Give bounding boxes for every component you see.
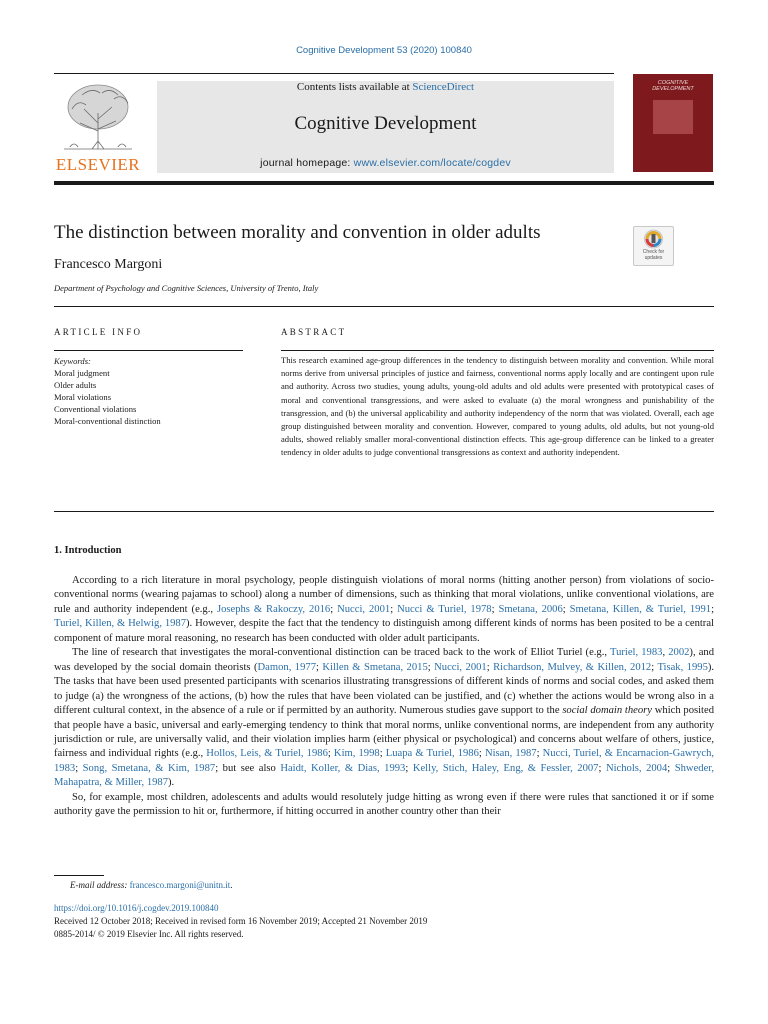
keyword-item: Conventional violations (54, 403, 137, 414)
homepage-line (157, 157, 614, 169)
paragraph-text: The line of research that investigates the moral-conventional distinction can be traced back to the work of Elliot Turiel (e.g., (72, 647, 610, 659)
elsevier-wordmark: ELSEVIER (55, 155, 141, 174)
article-info-rule (54, 350, 243, 351)
keyword-item: Moral-conventional distinction (54, 415, 161, 426)
header-top-rule (54, 73, 614, 74)
crossmark-label: Check for updates (642, 249, 665, 261)
separator: ; (667, 762, 675, 774)
contents-prefix: Contents lists available at (296, 81, 413, 93)
sciencedirect-link[interactable]: ScienceDirect (412, 81, 475, 93)
citation-link[interactable]: Josephs & Rakoczy, 2016 (216, 603, 331, 615)
citation-link[interactable]: Nucci, 2001 (434, 661, 487, 673)
copyright-line: 0885-2014/ © 2019 Elsevier Inc. All rights reserved. (54, 929, 244, 939)
separator: ). (168, 777, 175, 789)
keyword-item: Older adults (54, 379, 97, 390)
separator: ; (651, 661, 658, 673)
intro-paragraph-1 (54, 574, 714, 646)
cover-inset (653, 100, 693, 134)
footnote-rule (54, 875, 104, 876)
abstract-text: This research examined age-group differences in the tendency to distinguish between morality and convention. While moral norms derive from universal principles of justice and fairness, conventional norms apply locally and are contingent upon rule and authority. Across two studies, young adults, young-old adults and old adults were presented with prototypical cases of moral and conventional transgressions, and were asked to evaluate (a) the moral wrongness and punishability of the transgression, and (b) the universal applicability and authority independency of the norm that was violated. Overall, each age group distinguished between morality and convention. However, compared to young adults, old adults, but not young-old adults, showed reliably smaller moral-conventional distinction effects. This age-group difference can be linked to a greater tendency in older adults to judge conventional transgressions as context and authority independent. (281, 355, 714, 458)
citation-link[interactable]: Shweder, Mahapatra, & Miller, 1987 (54, 762, 715, 789)
citation-link[interactable]: Luapa & Turiel, 1986 (385, 748, 479, 760)
citation-link[interactable]: Kelly, Stich, Haley, Eng, & Fessler, 2007 (412, 762, 599, 774)
citation-link[interactable]: Turiel, Killen, & Helwig, 1987 (54, 618, 187, 630)
citation-link[interactable]: Nucci, 2001 (337, 603, 391, 615)
separator: ; (562, 603, 570, 615)
introduction-body (54, 574, 714, 820)
title-divider (54, 306, 714, 307)
abstract-rule (281, 350, 714, 351)
introduction-heading: 1. Introduction (54, 545, 122, 556)
author-name: Francesco Margoni (54, 257, 163, 272)
separator: ; (316, 661, 323, 673)
journal-reference[interactable]: Cognitive Development 53 (2020) 100840 (296, 45, 472, 56)
citation-link[interactable]: Haidt, Koller, & Dias, 1993 (280, 762, 406, 774)
citation-link[interactable]: Kim, 1998 (333, 748, 380, 760)
email-end: . (230, 880, 233, 890)
separator: ; (390, 603, 398, 615)
doi-link[interactable]: https://doi.org/10.1016/j.cogdev.2019.100840 (54, 903, 219, 913)
paragraph-text: ). However, despite the fact that the tendency to distinguish among different kinds of norms has been posited to be a central component of mature moral reasoning, no research has been conducted with older adult participants. (54, 618, 714, 644)
separator: ; (711, 603, 715, 615)
separator: ; (379, 748, 386, 760)
separator: ; (491, 603, 499, 615)
journal-title: Cognitive Development (294, 113, 477, 134)
journal-cover-thumbnail[interactable] (633, 74, 713, 172)
crossmark-icon (634, 227, 673, 251)
keywords-label: Keywords: (54, 356, 91, 366)
citation-link[interactable]: Nucci & Turiel, 1978 (397, 603, 492, 615)
article-title: The distinction between morality and convention in older adults (54, 222, 541, 243)
author-affiliation: Department of Psychology and Cognitive Sciences, University of Trento, Italy (54, 283, 319, 293)
separator: , (662, 647, 669, 659)
article-info-heading: ARTICLE INFO (54, 327, 143, 337)
abstract-heading: ABSTRACT (281, 327, 347, 337)
emphasis-term: social domain theory (562, 705, 652, 717)
check-for-updates-badge[interactable] (633, 226, 674, 266)
paragraph-text: According to a rich literature in moral psychology, people distinguish violations of moral norms (hitting another person) from violations of socio-conventional norms (wearing pajamas to school) along a number of dimensions, such as thinking that moral violations, unlike conventional violations, are rule and authority independent (e.g., (54, 575, 714, 615)
cover-title: COGNITIVE DEVELOPMENT (652, 80, 694, 93)
homepage-prefix: journal homepage: (260, 157, 354, 169)
abstract-divider (54, 511, 714, 512)
citation-link[interactable]: Smetana, Killen, & Turiel, 1991 (569, 603, 712, 615)
separator: ; (327, 748, 334, 760)
contents-line (157, 81, 614, 93)
citation-link[interactable]: Nichols, 2004 (605, 762, 668, 774)
citation-link[interactable]: Damon, 1977 (257, 661, 316, 673)
citation-link[interactable]: Nucci, Turiel, & Encarnacion-Gawrych, 1983 (54, 748, 715, 774)
separator: ; (405, 762, 413, 774)
citation-link[interactable]: Hollos, Leis, & Turiel, 1986 (206, 748, 328, 760)
email-footnote (54, 880, 233, 890)
citation-link[interactable]: Smetana, 2006 (498, 603, 563, 615)
separator: ; (427, 661, 435, 673)
intro-paragraph-2 (54, 646, 714, 791)
header-bottom-rule (54, 181, 714, 185)
keywords-list (54, 356, 244, 427)
citation-link[interactable]: Nisan, 1987 (484, 748, 537, 760)
paragraph-text: ), and was developed by the social domain theorists ( (54, 647, 715, 673)
separator: ; but see also (215, 762, 281, 774)
citation-link[interactable]: Killen & Smetana, 2015 (322, 661, 428, 673)
email-label: E-mail address: (70, 880, 128, 890)
email-link[interactable]: francesco.margoni@unitn.it (129, 880, 231, 890)
separator: ; (75, 762, 83, 774)
citation-link[interactable]: 2002 (668, 647, 690, 659)
separator: ; (330, 603, 338, 615)
citation-link[interactable]: Richardson, Mulvey, & Killen, 2012 (493, 661, 652, 673)
intro-paragraph-3: So, for example, most children, adolescents and adults would resolutely judge hitting as wrong even if there were rules that sanctioned it or if some authority gave the permission to hit or, furthermore, if hitting occurred in another country other than their (54, 791, 714, 818)
separator: ; (598, 762, 606, 774)
received-dates: Received 12 October 2018; Received in revised form 16 November 2019; Accepted 21 November 2019 (54, 916, 428, 926)
separator: ; (486, 661, 494, 673)
citation-link[interactable]: Song, Smetana, & Kim, 1987 (82, 762, 216, 774)
keyword-item: Moral judgment (54, 367, 110, 378)
citation-link[interactable]: Turiel, 1983 (609, 647, 663, 659)
homepage-link[interactable]: www.elsevier.com/locate/cogdev (353, 157, 511, 169)
paragraph-text: which posited that people have a basic, universal and early-emerging tendency to think that moral norms, unlike conventional norms, are independent from any authority jurisdiction or rule, are universally valid, and their violation implies harm (either physical or psychological) and concerns about welfare of others, justice, fairness and individual rights (e.g., (54, 705, 714, 760)
separator: ; (536, 748, 543, 760)
separator: ; (478, 748, 485, 760)
keyword-item: Moral violations (54, 391, 112, 402)
citation-link[interactable]: Tisak, 1995 (657, 661, 708, 673)
paragraph-text: ). The tasks that have been used presented participants with scenarios illustrating transgressions of different kinds of norms and social codes, and asked them to judge (a) the wrongness of the actions, (b) how the rules that have been violated can be justified, and (c) whether the actions would be wrong also in a different cultural context, in the absence of a rule or if permitted by an authority. Numerous studies gave support to the (54, 661, 715, 717)
